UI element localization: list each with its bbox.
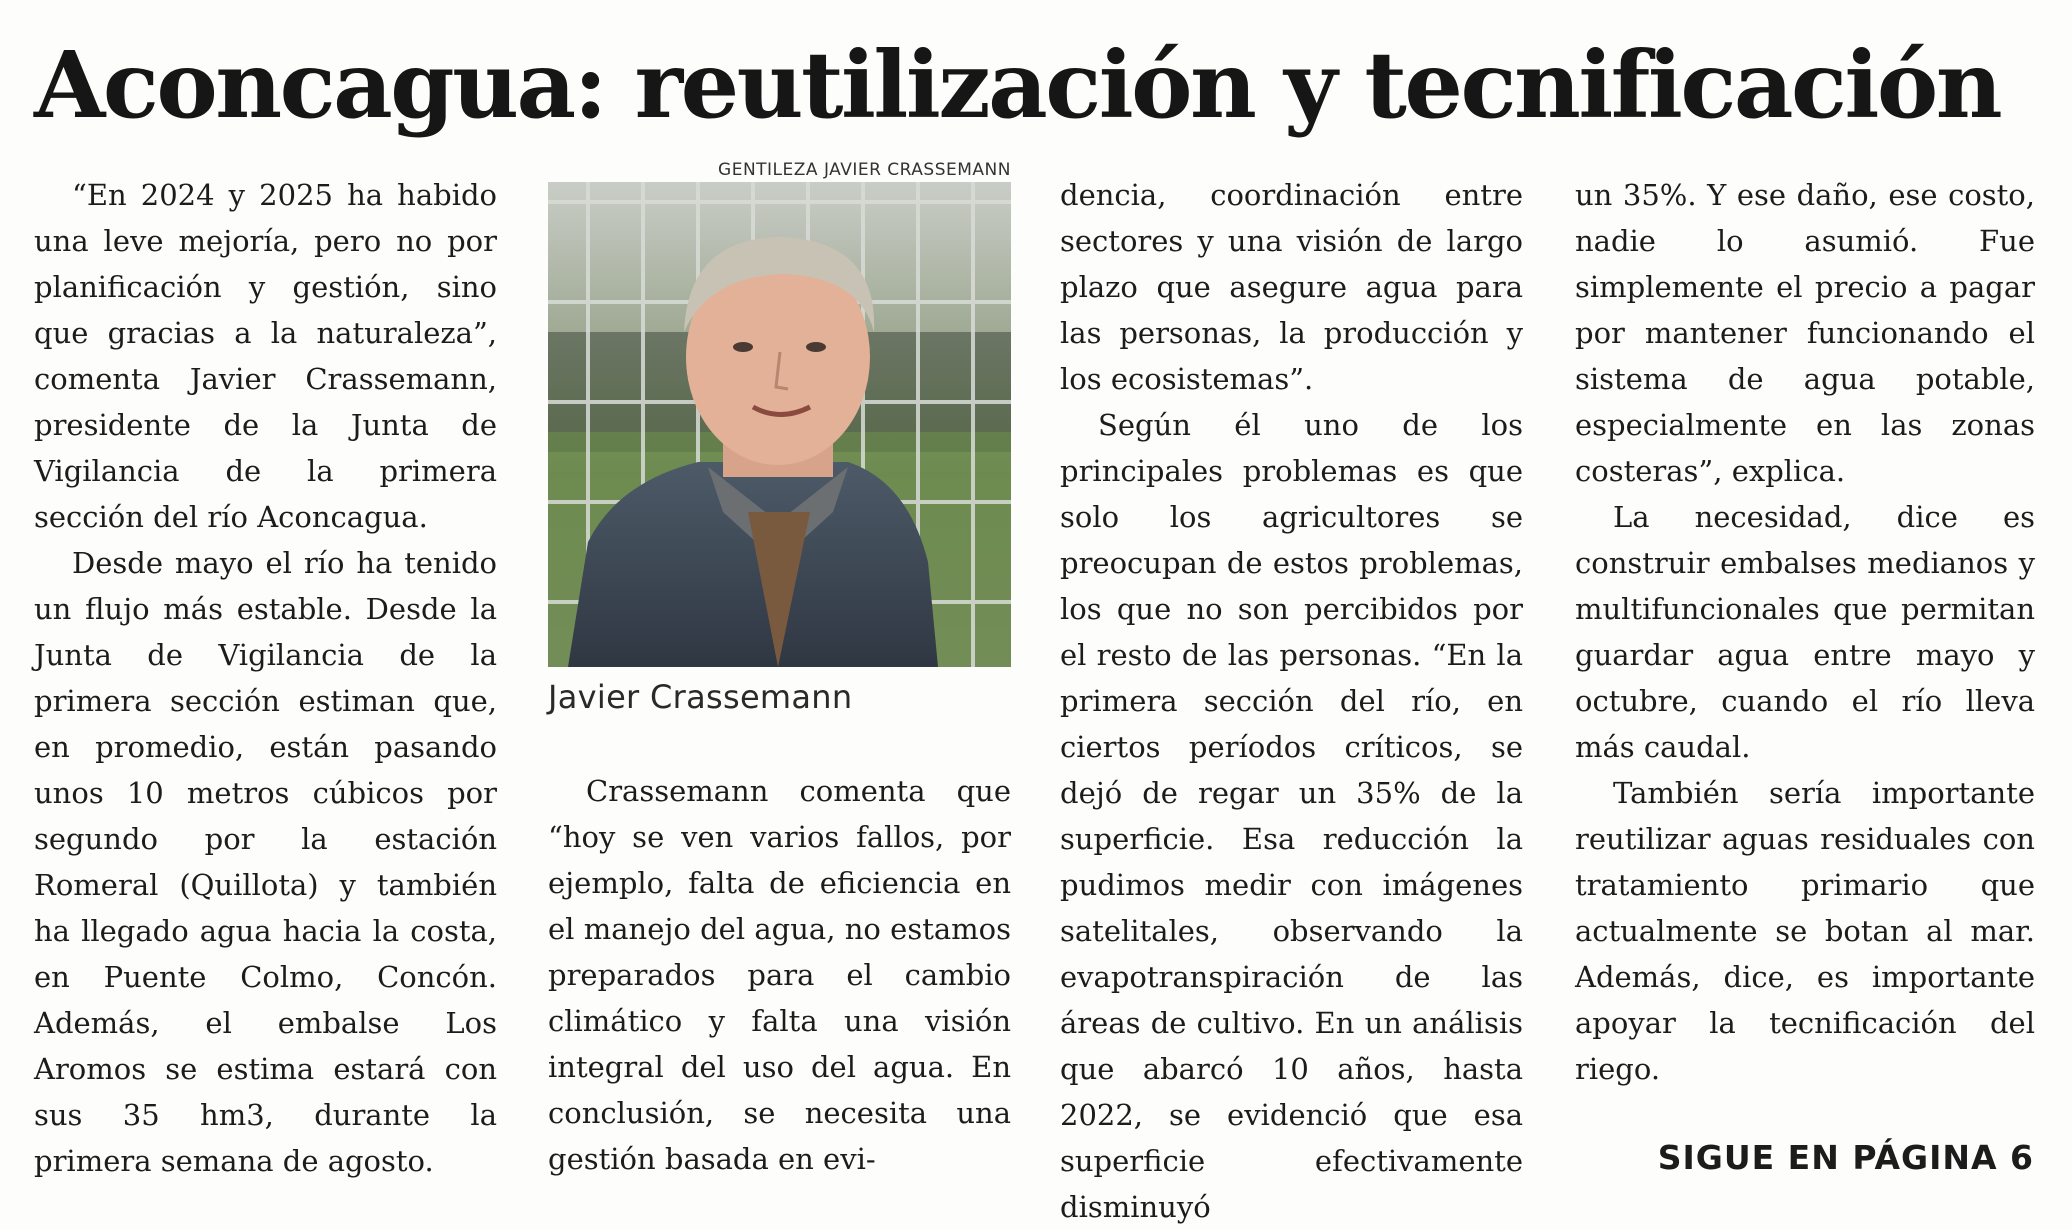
paragraph: También sería importante reutilizar aguas residuales con tratamiento primario que actualmente se botan al mar. Además, dice, es importante apoyar la tecnificación del riego. bbox=[1575, 776, 2035, 1086]
paragraph: Desde mayo el río ha tenido un flujo más estable. Desde la Junta de Vigilancia de la primera sección estiman que, en promedio, están pasando unos 10 metros cúbicos por segundo por la estación Romeral (Quillota) y también ha llegado agua hacia la costa, en Puente Colmo, Concón. Además, el embalse Los Aromos se estima estará con sus 35 hm3, durante la primera semana de agosto. bbox=[34, 546, 497, 1178]
article-column-2 bbox=[548, 768, 1011, 1182]
paragraph: Según él uno de los principales problemas es que solo los agricultores se preocupan de estos problemas, los que no son percibidos por el resto de las personas. “En la primera sección del río, en ciertos períodos críticos, se dejó de regar un 35% de la superficie. Esa reducción la pudimos medir con imágenes satelitales, observando la evapotranspiración de las áreas de cultivo. En un análisis que abarcó 10 años, hasta 2022, se evidenció que esa superficie efectivamente disminuyó bbox=[1060, 408, 1523, 1224]
portrait-photo bbox=[548, 182, 1011, 667]
article-column-4 bbox=[1575, 172, 2035, 1092]
headline: Aconcagua: reutilización y tecnificación bbox=[34, 31, 2001, 139]
paragraph: “En 2024 y 2025 ha habido una leve mejoría, pero no por planificación y gestión, sino que gracias a la naturaleza”, comenta Javier Crassemann, presidente de la Junta de Vigilancia de la primera sección del río Aconcagua. bbox=[34, 178, 497, 534]
continuation-note: SIGUE EN PÁGINA 6 bbox=[1657, 1138, 2034, 1177]
paragraph: un 35%. Y ese daño, ese costo, nadie lo asumió. Fue simplemente el precio a pagar por mantener funcionando el sistema de agua potable, especialmente en las zonas costeras”, explica. bbox=[1575, 178, 2035, 488]
article-column-3 bbox=[1060, 172, 1523, 1230]
paragraph: dencia, coordinación entre sectores y una visión de largo plazo que asegure agua para las personas, la producción y los ecosistemas”. bbox=[1060, 178, 1523, 396]
paragraph: La necesidad, dice es construir embalses medianos y multifuncionales que permitan guardar agua entre mayo y octubre, cuando el río lleva más caudal. bbox=[1575, 500, 2035, 764]
photo-credit: GENTILEZA JAVIER CRASSEMANN bbox=[718, 160, 1011, 180]
photo-caption: Javier Crassemann bbox=[548, 678, 853, 716]
paragraph: Crassemann comenta que “hoy se ven varios fallos, por ejemplo, falta de eficiencia en el manejo del agua, no estamos preparados para el cambio climático y falta una visión integral del uso del agua. En conclusión, se necesita una gestión basada en evi- bbox=[548, 774, 1011, 1176]
article-column-1 bbox=[34, 172, 497, 1184]
